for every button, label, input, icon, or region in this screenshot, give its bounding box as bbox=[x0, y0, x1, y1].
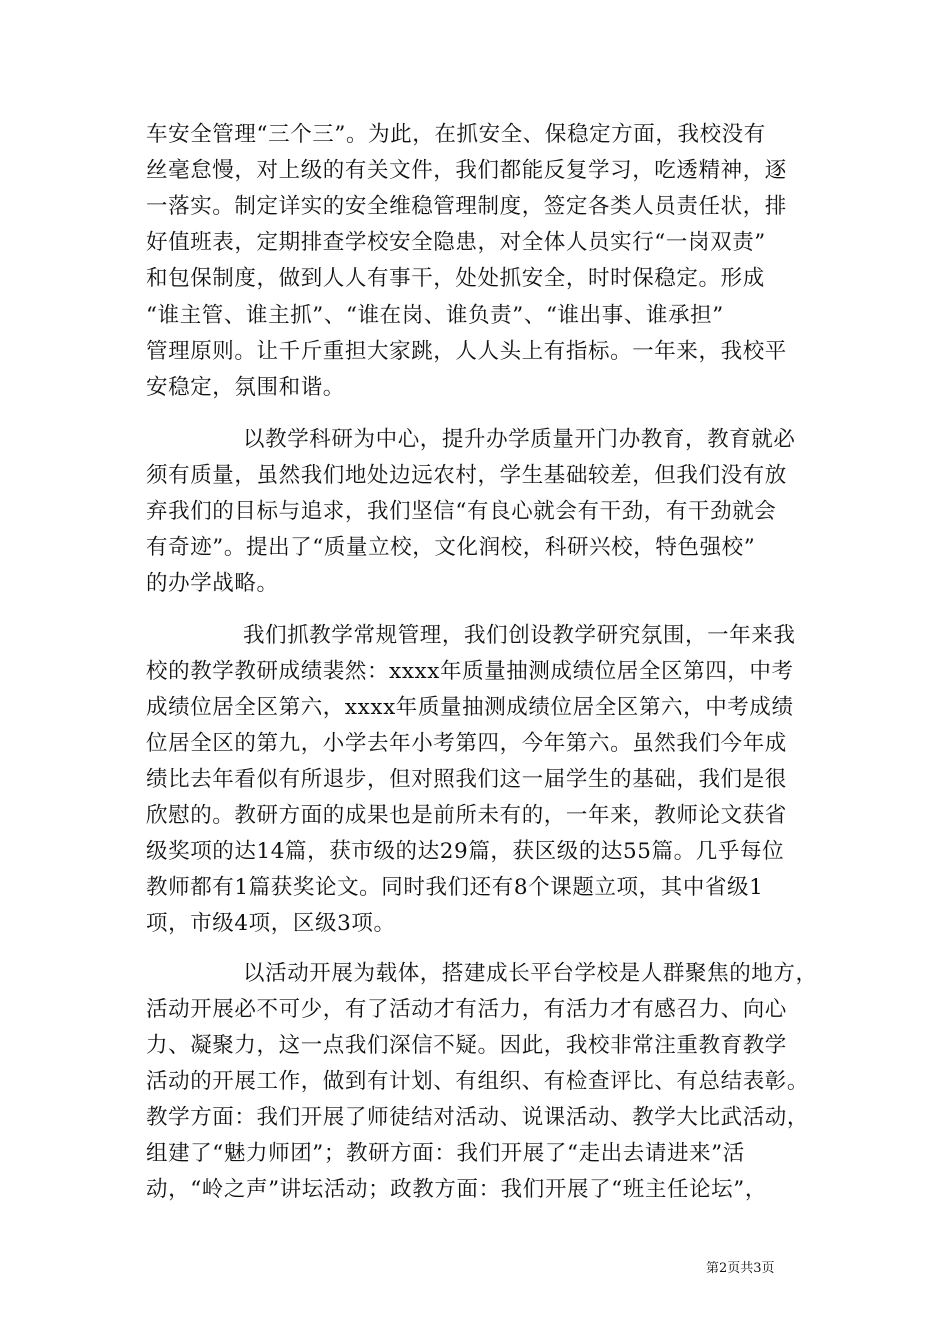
text-line: 车安全管理“三个三”。为此，在抓安全、保稳定方面，我校没有 bbox=[146, 122, 766, 147]
text-line: 力、凝聚力，这一点我们深信不疑。因此，我校非常注重教育教学 bbox=[146, 1033, 787, 1058]
text-line: 和包保制度，做到人人有事干，处处抓安全，时时保稳定。形成 bbox=[146, 266, 765, 291]
paragraph-first-line: 我们抓教学常规管理，我们创设教学研究氛围，一年来我 bbox=[243, 623, 796, 648]
text-line: 管理原则。让千斤重担大家跳，人人头上有指标。一年来，我校平 bbox=[146, 339, 787, 364]
text-line: 弃我们的目标与追求，我们坚信“有良心就会有干劲，有干劲就会 bbox=[146, 499, 777, 524]
text-line: “谁主管、谁主抓”、“谁在岗、谁负责”、“谁出事、谁承担” bbox=[146, 303, 724, 328]
text-line: 欣慰的。教研方面的成果也是前所未有的，一年来，教师论文获省 bbox=[146, 803, 787, 828]
page-number: 第2页共3页 bbox=[706, 1261, 775, 1276]
text-line: 丝毫怠慢，对上级的有关文件，我们都能反复学习，吃透精神，逐 bbox=[146, 158, 787, 183]
text-line: 教师都有1篇获奖论文。同时我们还有8个课题立项，其中省级1 bbox=[146, 875, 764, 900]
text-line: 动，“岭之声”讲坛活动；政教方面：我们开展了“班主任论坛”， bbox=[146, 1177, 767, 1202]
text-line: 好值班表，定期排查学校安全隐患，对全体人员实行“一岗双责” bbox=[146, 230, 766, 255]
text-line: 校的教学教研成绩裴然：xxxx年质量抽测成绩位居全区第四，中考 bbox=[146, 659, 794, 684]
text-line: 的办学战略。 bbox=[146, 571, 279, 596]
text-line: 位居全区的第九，小学去年小考第四，今年第六。虽然我们今年成 bbox=[146, 731, 787, 756]
text-line: 项，市级4项，区级3项。 bbox=[146, 911, 396, 936]
text-line: 成绩位居全区第六，xxxx年质量抽测成绩位居全区第六，中考成绩 bbox=[146, 695, 794, 720]
text-line: 须有质量，虽然我们地处边远农村，学生基础较差，但我们没有放 bbox=[146, 463, 787, 488]
text-line: 活动的开展工作，做到有计划、有组织、有检查评比、有总结表彰。 bbox=[146, 1069, 810, 1094]
text-line: 绩比去年看似有所退步，但对照我们这一届学生的基础，我们是很 bbox=[146, 767, 787, 792]
paragraph-first-line: 以活动开展为载体，搭建成长平台学校是人群聚焦的地方， bbox=[243, 961, 818, 986]
text-line: 有奇迹”。提出了“质量立校，文化润校，科研兴校，特色强校” bbox=[146, 535, 756, 560]
text-line: 组建了“魅力师团”；教研方面：我们开展了“走出去请进来”活 bbox=[146, 1141, 745, 1166]
text-line: 一落实。制定详实的安全维稳管理制度，签定各类人员责任状，排 bbox=[146, 194, 787, 219]
text-line: 活动开展必不可少，有了活动才有活力，有活力才有感召力、向心 bbox=[146, 997, 787, 1022]
paragraph-first-line: 以教学科研为中心，提升办学质量开门办教育，教育就必 bbox=[243, 427, 796, 452]
text-line: 安稳定，氛围和谐。 bbox=[146, 375, 345, 400]
text-line: 级奖项的达14篇，获市级的达29篇，获区级的达55篇。几乎每位 bbox=[146, 839, 785, 864]
text-line: 教学方面：我们开展了师徒结对活动、说课活动、教学大比武活动， bbox=[146, 1105, 810, 1130]
